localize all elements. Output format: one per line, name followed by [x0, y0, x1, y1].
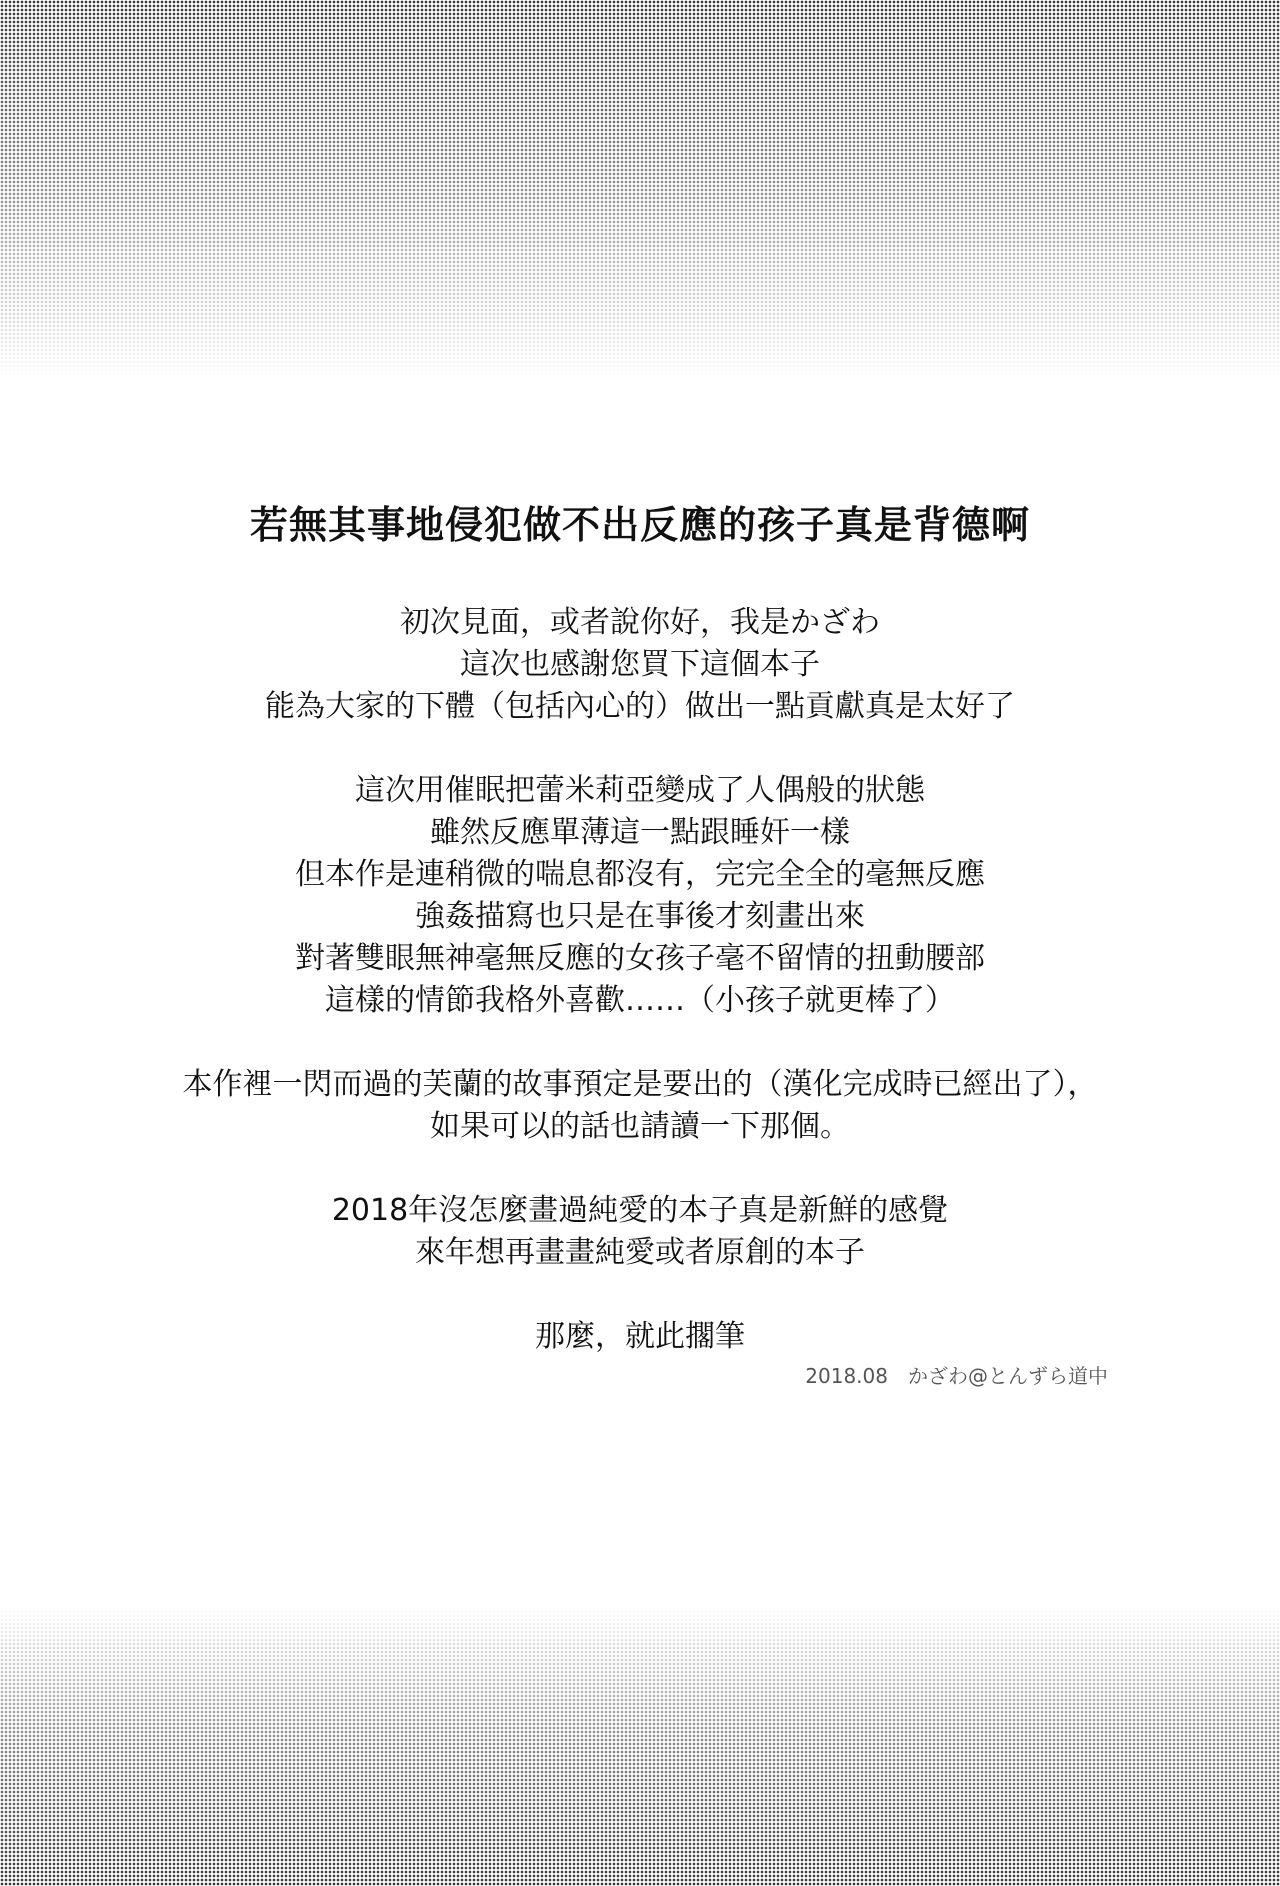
text-line: 如果可以的話也請讀一下那個。 — [430, 1109, 850, 1144]
text-line: 這次用催眠把蕾米莉亞變成了人偶般的狀態 — [355, 773, 925, 808]
text-line: 強姦描寫也只是在事後才刻畫出來 — [415, 899, 865, 934]
text-line: 本作裡一閃而過的芙蘭的故事預定是要出的（漢化完成時已經出了）， — [182, 1067, 1098, 1102]
paragraph-next-story — [0, 1064, 1280, 1148]
text-line: 初次見面，或者說你好，我是かざわ — [400, 605, 880, 640]
text-line: 來年想再畫畫純愛或者原創的本子 — [415, 1235, 865, 1270]
halftone-bottom-border — [0, 1606, 1280, 1886]
text-line: 但本作是連稍微的喘息都沒有，完完全全的毫無反應 — [295, 857, 985, 892]
paragraph-greeting — [0, 602, 1280, 728]
page-title: 若無其事地侵犯做不出反應的孩子真是背德啊 — [249, 503, 1030, 547]
text-line: 那麼，就此擱筆 — [535, 1319, 745, 1354]
text-line: 這次也感謝您買下這個本子 — [460, 647, 820, 682]
paragraph-closing — [0, 1316, 1280, 1358]
text-line: 這樣的情節我格外喜歡……（小孩子就更棒了） — [325, 983, 955, 1018]
text-line: 能為大家的下體（包括內心的）做出一點貢獻真是太好了 — [265, 689, 1015, 724]
text-line: 雖然反應單薄這一點跟睡奸一樣 — [430, 815, 850, 850]
paragraph-content — [0, 770, 1280, 1022]
text-line: 2018年沒怎麼畫過純愛的本子真是新鮮的感覺 — [331, 1193, 949, 1228]
afterword-body — [0, 500, 1280, 1400]
text-line: 對著雙眼無神毫無反應的女孩子毫不留情的扭動腰部 — [295, 941, 985, 976]
halftone-top-border — [0, 0, 1280, 380]
author-signature: 2018.08 かざわ@とんずら道中 — [805, 1364, 1108, 1388]
paragraph-plans — [0, 1190, 1280, 1274]
